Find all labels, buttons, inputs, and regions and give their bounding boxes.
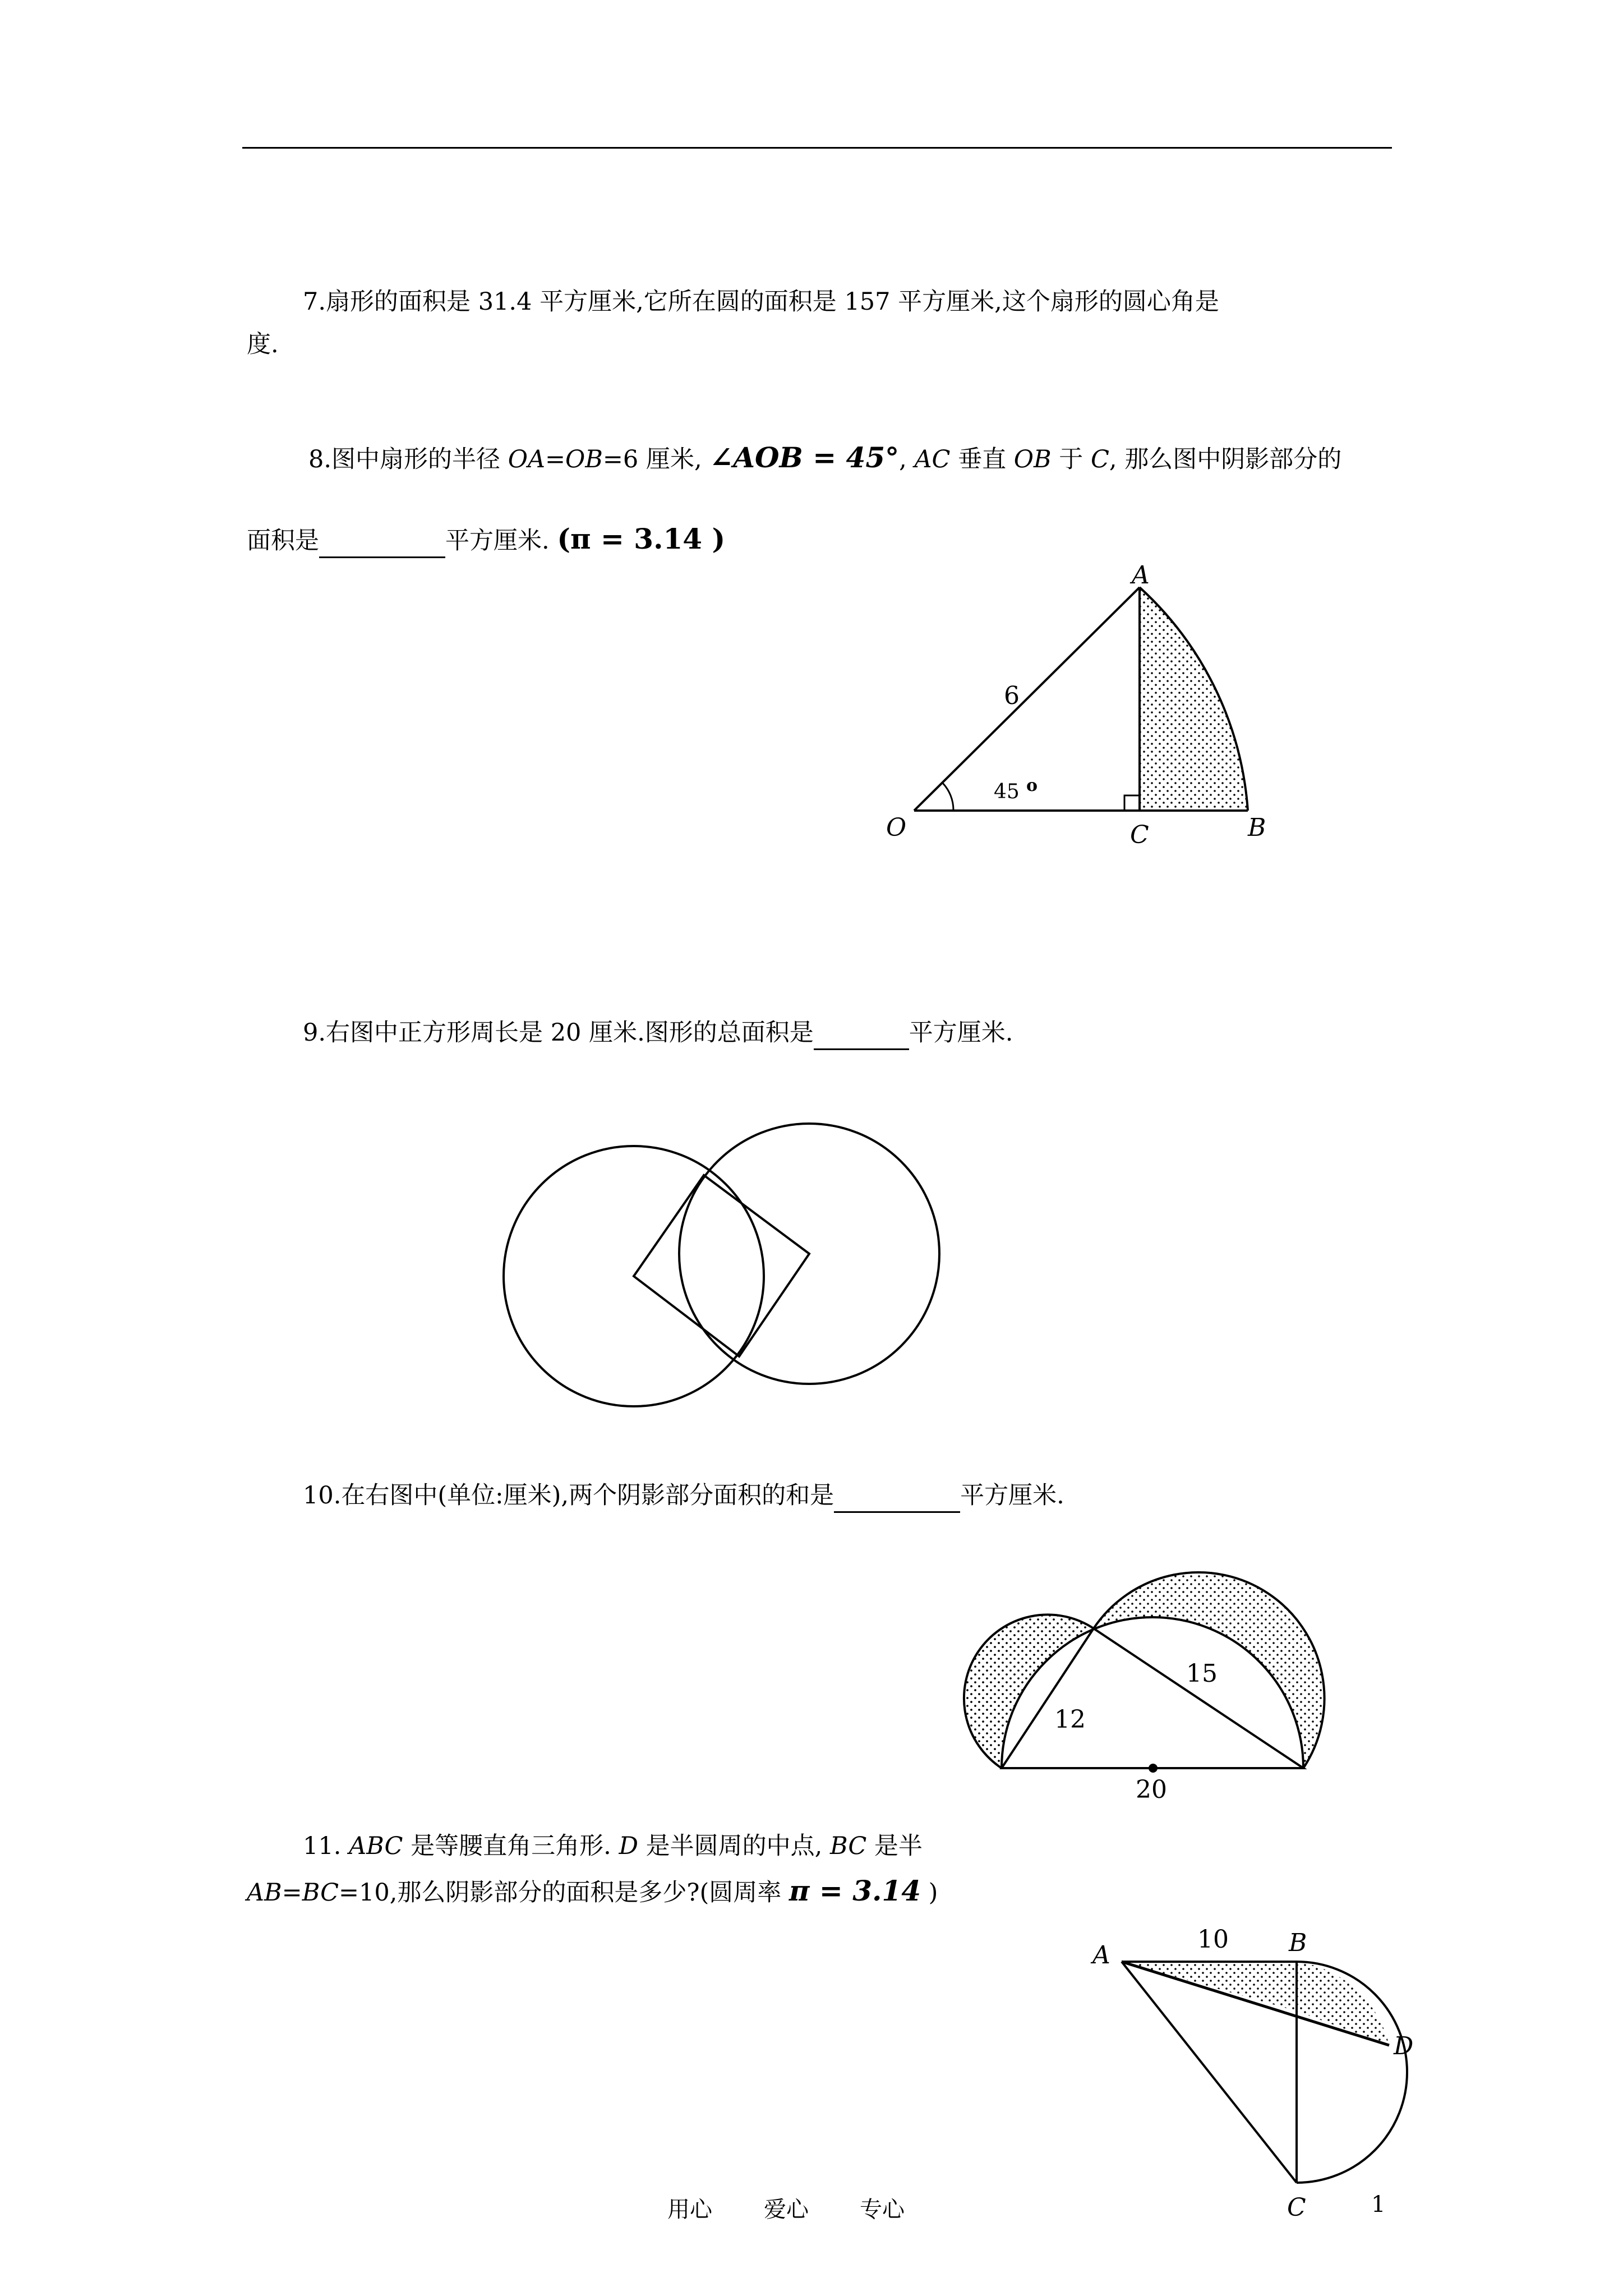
label-side-6: 6: [1004, 682, 1020, 710]
problem-7-line2: 度.: [247, 330, 279, 358]
label-d: D: [1394, 2032, 1414, 2060]
label-a: A: [1092, 1941, 1110, 1970]
problem-8-pi-math: (π = 3.14 ): [557, 522, 726, 555]
label-o: O: [886, 813, 907, 842]
problem-9-text: 9.右图中正方形周长是 20 厘米.图形的总面积是: [303, 1019, 814, 1047]
footer-word-1: 用心: [667, 2197, 712, 2223]
problem-11-pi-math: π = 3.14: [789, 1874, 921, 1907]
label-c: C: [1287, 2193, 1306, 2222]
problem-8-text: =6 厘米,: [602, 445, 710, 473]
problem-8-text: 于: [1051, 445, 1091, 473]
label-b: B: [1289, 1929, 1307, 1957]
problem-8-var: OA: [508, 445, 546, 473]
label-20: 20: [1136, 1775, 1167, 1804]
page-number: 1: [1371, 2192, 1386, 2217]
label-angle-45: 45: [994, 780, 1020, 803]
problem-8-text: ,: [899, 445, 915, 473]
problem-11-var: BC: [829, 1832, 867, 1860]
problem-11-text: =: [282, 1879, 302, 1907]
problem-8-text: 垂直: [950, 445, 1014, 473]
problem-11-text: =10,那么阴影部分的面积是多少?(圆周率: [339, 1879, 789, 1907]
problem-8-text: =: [545, 445, 566, 473]
problem-8-var: OB: [1013, 445, 1052, 473]
problem-8-var: OB: [565, 445, 603, 473]
label-b: B: [1248, 813, 1266, 842]
problem-10-text: 10.在右图中(单位:厘米),两个阴影部分面积的和是: [303, 1481, 834, 1510]
problem-11-var: BC: [302, 1879, 339, 1907]
problem-11-var: AB: [247, 1879, 282, 1907]
problem-8-var: AC: [914, 445, 951, 473]
problem-10-text: 平方厘米.: [960, 1481, 1064, 1510]
label-12: 12: [1054, 1705, 1086, 1734]
problem-8-text: , 那么图中阴影部分的: [1109, 445, 1342, 473]
problem-8-text: 平方厘米.: [445, 527, 557, 555]
problem-8-angle-math: ∠AOB = 45°: [709, 441, 900, 474]
problem-11-text: 是半: [866, 1832, 923, 1860]
problem-11-text: 11.: [303, 1832, 349, 1860]
problem-11-var: ABC: [349, 1832, 403, 1860]
problem-7-line1: 7.扇形的面积是 31.4 平方厘米,它所在圆的面积是 157 平方厘米,这个扇形的圆心角是: [303, 288, 1219, 316]
label-c: C: [1130, 821, 1149, 849]
problem-11-var: D: [619, 1832, 638, 1860]
footer-word-2: 爱心: [764, 2197, 809, 2223]
problem-11-text: 是等腰直角三角形.: [403, 1832, 619, 1860]
problem-11-text: 是半圆周的中点,: [638, 1832, 830, 1860]
label-10: 10: [1197, 1925, 1229, 1954]
label-degree: o: [1026, 776, 1038, 795]
problem-8-var: C: [1090, 445, 1109, 473]
label-15: 15: [1186, 1659, 1218, 1688]
label-a: A: [1132, 561, 1150, 590]
problem-8-text: 面积是: [247, 527, 319, 555]
footer-word-3: 专心: [860, 2197, 905, 2223]
problem-11-text: ): [921, 1879, 938, 1907]
problem-9-text: 平方厘米.: [909, 1019, 1013, 1047]
problem-8-text: 8.图中扇形的半径: [308, 445, 508, 473]
